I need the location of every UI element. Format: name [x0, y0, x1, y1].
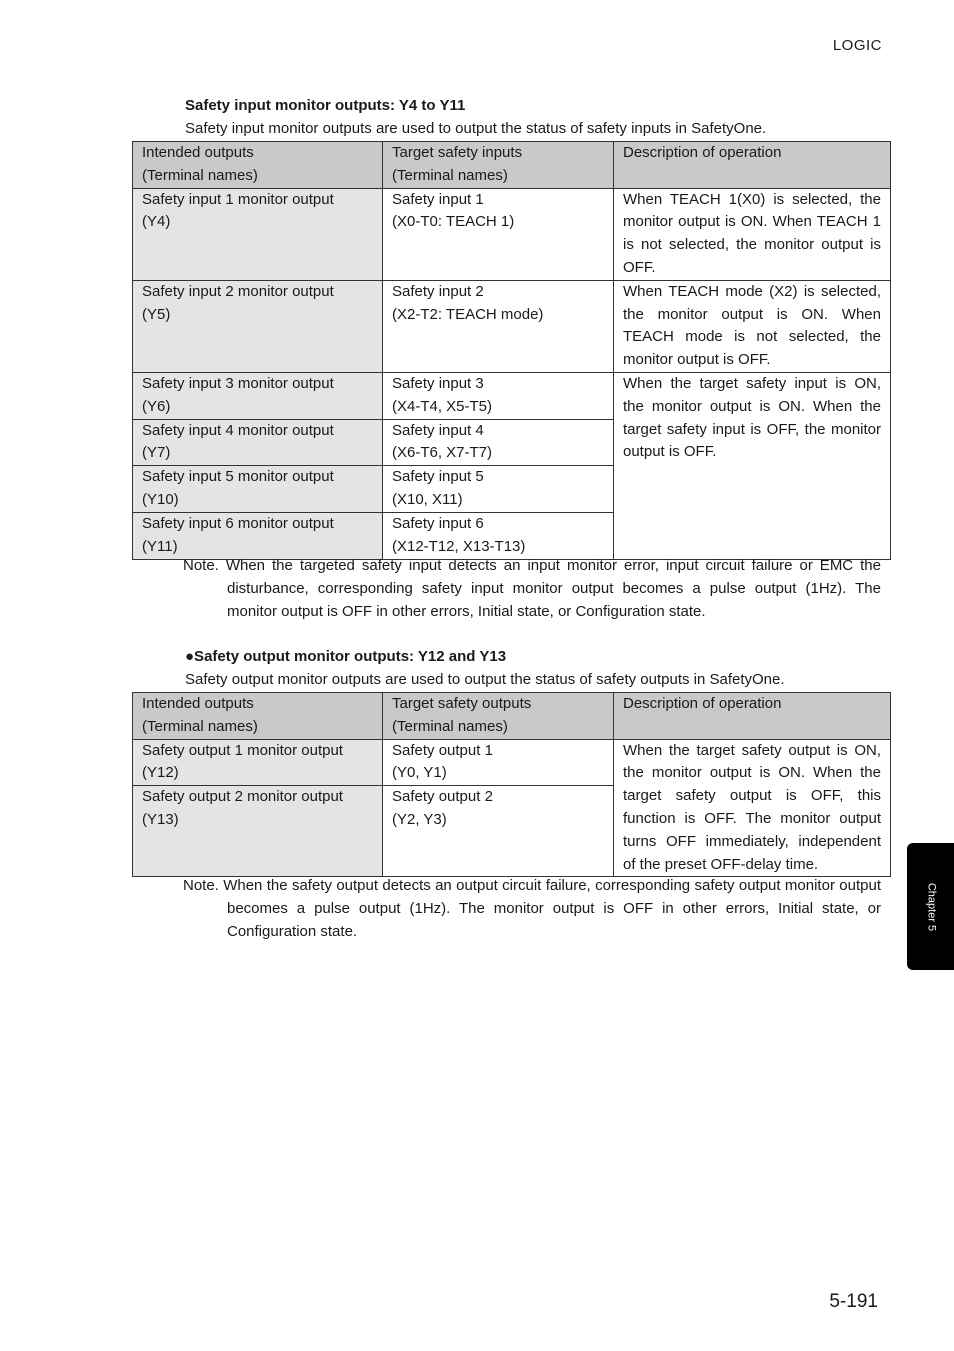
input-monitor-table	[132, 141, 891, 560]
note-output-monitor: Note. When the safety output detects an output circuit failure, corresponding safety output monitor output becomes a pulse output (1Hz). The monitor output is OFF in other errors, Initial state, or Configuration state.	[183, 877, 881, 940]
target-cell: Safety input 3 (X4-T4, X5-T5)	[383, 372, 614, 419]
header-cell: Target safety inputs (Terminal names)	[383, 142, 614, 189]
header-cell: Target safety outputs (Terminal names)	[383, 693, 614, 740]
output-cell: Safety input 2 monitor output (Y5)	[133, 280, 383, 372]
table-header-row	[133, 693, 891, 740]
description-cell: When TEACH 1(X0) is selected, the monitor output is ON. When TEACH 1 is not selected, the monitor output is OFF.	[614, 188, 891, 280]
description-cell: When the target safety output is ON, the monitor output is ON. When the target safety output is OFF, this function is OFF. The monitor output turns OFF immediately, independent of the preset OFF-delay time.	[614, 739, 891, 877]
output-cell: Safety input 3 monitor output (Y6)	[133, 372, 383, 419]
output-cell: Safety input 5 monitor output (Y10)	[133, 466, 383, 513]
chapter-tab	[907, 843, 954, 970]
target-cell: Safety output 2 (Y2, Y3)	[383, 786, 614, 877]
table-row	[133, 280, 891, 372]
table-row	[133, 372, 891, 419]
output-cell: Safety input 1 monitor output (Y4)	[133, 188, 383, 280]
table-row	[133, 739, 891, 786]
header-cell: Intended outputs (Terminal names)	[133, 142, 383, 189]
section-intro-input-monitor: Safety input monitor outputs are used to output the status of safety inputs in SafetyOne.	[185, 120, 767, 137]
section-title-output-monitor: ●Safety output monitor outputs: Y12 and Y13	[185, 648, 507, 665]
target-cell: Safety input 2 (X2-T2: TEACH mode)	[383, 280, 614, 372]
target-cell: Safety input 6 (X12-T12, X13-T13)	[383, 513, 614, 560]
section-title-input-monitor: Safety input monitor outputs: Y4 to Y11	[185, 97, 466, 114]
output-cell: Safety input 4 monitor output (Y7)	[133, 419, 383, 466]
output-monitor-table	[132, 692, 891, 877]
header-cell: Description of operation	[614, 693, 891, 740]
table-row	[133, 188, 891, 280]
page-number: 5-191	[829, 1291, 878, 1312]
output-cell: Safety output 2 monitor output (Y13)	[133, 786, 383, 877]
note-input-monitor: Note. When the targeted safety input detects an input monitor error, input circuit failure or EMC the disturbance, corresponding safety input monitor output becomes a pulse output (1Hz). The monitor output is OFF in other errors, Initial state, or Configuration state.	[183, 557, 881, 620]
target-cell: Safety output 1 (Y0, Y1)	[383, 739, 614, 786]
chapter-tab-label: Chapter 5	[924, 882, 937, 931]
target-cell: Safety input 5 (X10, X11)	[383, 466, 614, 513]
target-cell: Safety input 4 (X6-T6, X7-T7)	[383, 419, 614, 466]
table-header-row	[133, 142, 891, 189]
description-cell: When TEACH mode (X2) is selected, the monitor output is ON. When TEACH mode is not selected, the monitor output is OFF.	[614, 280, 891, 372]
running-header: LOGIC	[832, 37, 882, 54]
output-cell: Safety output 1 monitor output (Y12)	[133, 739, 383, 786]
header-cell: Description of operation	[614, 142, 891, 189]
target-cell: Safety input 1 (X0-T0: TEACH 1)	[383, 188, 614, 280]
description-cell: When the target safety input is ON, the monitor output is ON. When the target safety input is OFF, the monitor output is OFF.	[614, 372, 891, 559]
header-cell: Intended outputs (Terminal names)	[133, 693, 383, 740]
output-cell: Safety input 6 monitor output (Y11)	[133, 513, 383, 560]
section-intro-output-monitor: Safety output monitor outputs are used to output the status of safety outputs in SafetyOne.	[185, 671, 785, 688]
